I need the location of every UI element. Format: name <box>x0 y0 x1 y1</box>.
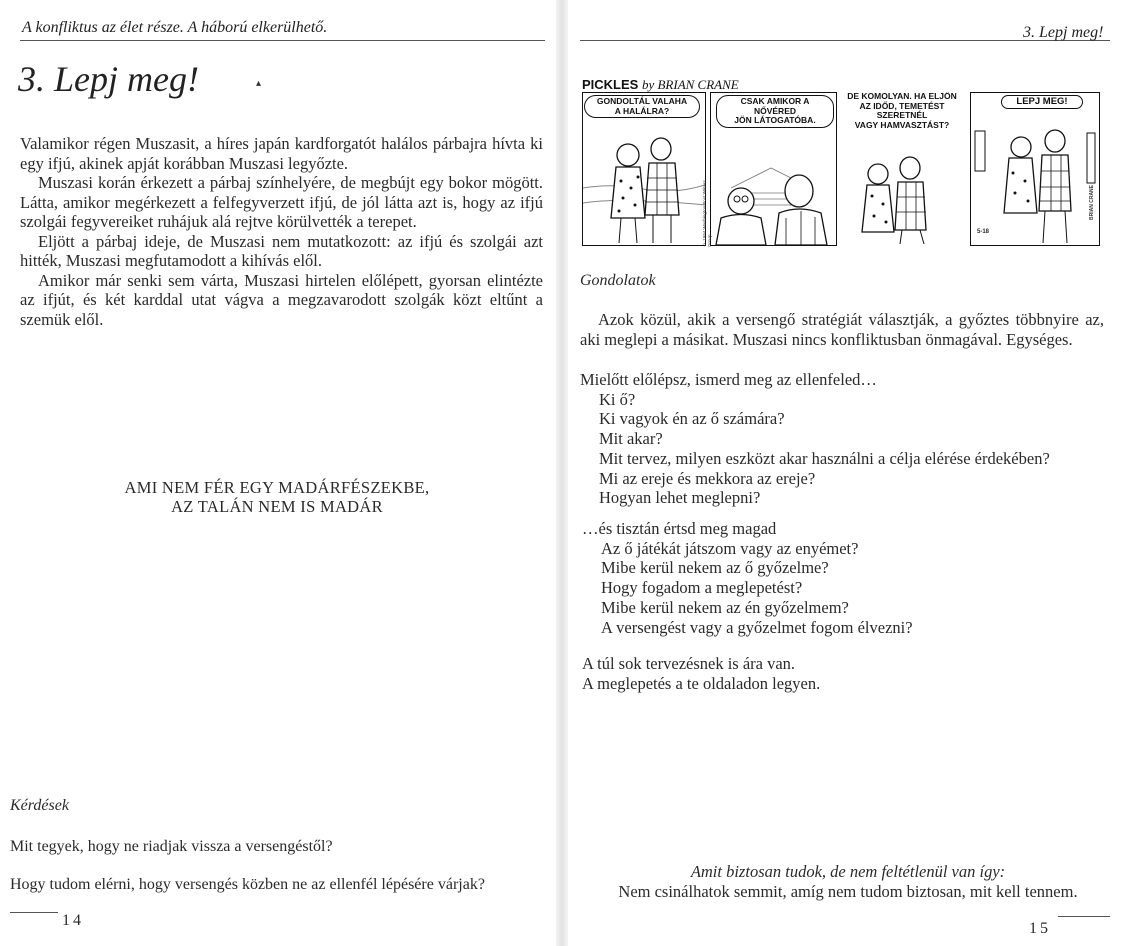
list-item: Ki vagyok én az ő számára? <box>599 409 785 429</box>
comic-byline: by BRIAN CRANE <box>641 77 739 92</box>
speech-text <box>840 92 964 130</box>
couple-illustration <box>971 93 1099 245</box>
footer-italic: Amit biztosan tudok, de nem feltétlenül van így: <box>690 862 1006 881</box>
running-head: 3. Lepj meg! <box>1023 24 1104 41</box>
list-item: Az ő játékát játszom vagy az enyémet? <box>601 538 859 558</box>
comic-title: PICKLES <box>582 77 639 92</box>
list-item: Mit akar? <box>599 429 663 449</box>
bubble-line: VAGY HAMVASZTÁST? <box>854 119 950 130</box>
list-item: Mibe kerül nekem az ő győzelme? <box>601 558 829 578</box>
story-paragraph: Eljött a párbaj ideje, de Muszasi nem mutatkozott: az ifjú és szolgái azt hitték, Muszasi megfutamodott a kihívás elől. <box>20 231 543 270</box>
list-item: Hogyan lehet meglepni? <box>599 488 761 508</box>
comic-panel-4 <box>970 92 1100 246</box>
speech-bubble <box>716 95 834 128</box>
right-page <box>568 0 1125 946</box>
book-gutter <box>556 0 568 946</box>
opponent-questions <box>580 370 1110 508</box>
proverb-line: AMI NEM FÉR EGY MADÁRFÉSZEKBE, <box>124 478 430 497</box>
thoughts-label: Gondolatok <box>580 272 656 289</box>
left-page <box>0 0 556 946</box>
speech-bubble <box>584 95 700 118</box>
story-text <box>20 134 543 329</box>
footer-text: Nem csinálhatok semmit, amíg nem tudom biztosan, mit kell tennem. <box>618 882 1078 901</box>
proverb-line: AZ TALÁN NEM IS MADÁR <box>171 497 383 516</box>
ink-mark: ▴ <box>256 78 262 89</box>
list-intro: …és tisztán értsd meg magad <box>582 519 777 538</box>
artist-signature: BRIAN CRANE <box>1089 185 1095 220</box>
header-rule <box>20 40 545 41</box>
comic-panel-1 <box>582 92 706 246</box>
list-item: Mit tervez, milyen eszközt akar használni a célja elérése érdekében? <box>599 448 1050 468</box>
comic-date: 5-18 <box>977 229 990 235</box>
running-head: A konfliktus az élet része. A háború elkerülhető. <box>22 19 328 36</box>
footer-rule <box>1058 916 1110 917</box>
list-item: Mibe kerül nekem az én győzelmem? <box>601 597 849 617</box>
comic-panel-3 <box>840 92 964 244</box>
bubble-line: JÖN LÁTOGATÓBA. <box>734 115 816 125</box>
bubble-line: A HALÁLRA? <box>614 105 670 116</box>
questions-label: Kérdések <box>10 797 69 814</box>
question-item: Mit tegyek, hogy ne riadjak vissza a versengéstől? <box>10 838 333 855</box>
comic-panel-2 <box>710 92 837 246</box>
page-title: 3. Lepj meg! <box>18 59 199 99</box>
list-item: Mi az ereje és mekkora az ereje? <box>599 468 816 488</box>
bubble-line: GONDOLTÁL VALAHA <box>596 96 688 106</box>
page-number: 14 <box>62 912 84 929</box>
proverb <box>70 478 484 516</box>
question-item: Hogy tudom elérni, hogy versengés közben ne az ellenfél lépésére várjak? <box>10 876 485 893</box>
list-intro: Mielőtt előlépsz, ismerd meg az ellenfeled… <box>580 370 877 389</box>
copyright-credit: © 1994 Washington Post Writers Group <box>702 180 712 247</box>
closing-lines <box>582 654 1112 693</box>
page-number: 15 <box>1029 920 1051 937</box>
list-item: Ki ő? <box>599 389 636 409</box>
bubble-line: CSAK AMIKOR A NŐVÉRED <box>740 96 810 116</box>
self-questions <box>582 519 1112 637</box>
bubble-line: AZ IDŐD, TEMETÉST <box>859 100 945 111</box>
story-paragraph: Muszasi korán érkezett a párbaj színhelyére, de megbújt egy bokor mögött. Látta, amikor megérkezett a felfegyverzett ifjú, de jól látta azt is, hogy az ifjú szolgái fegyvereiket ruhájuk alá rejtve körülvették a terepet. <box>20 173 543 231</box>
bubble-line: DE KOMOLYAN. HA ELJÖN <box>847 92 957 101</box>
comic-strip <box>582 77 1100 247</box>
comic-header <box>582 77 739 93</box>
bubble-line: SZERETNÉL <box>876 110 928 120</box>
list-item: Hogy fogadom a meglepetést? <box>601 578 803 598</box>
footer-rule <box>10 912 58 913</box>
story-paragraph: Amikor már senki sem várta, Muszasi hirtelen előlépett, gyorsan elintézte az ifjút, és két karddal utat vágva a megzavarodott szolgák közt eltűnt a szemük elől. <box>20 270 543 329</box>
closing-line: A meglepetés a te oldaladon legyen. <box>582 673 821 693</box>
closing-line: A túl sok tervezésnek is ára van. <box>582 654 796 673</box>
speech-bubble <box>1001 95 1083 109</box>
story-paragraph: Valamikor régen Muszasit, a híres japán kardforgatót halálos párbajra hívta ki egy ifjú, akinek apját korábban Muszasi legyőzte. <box>20 134 543 173</box>
bubble-line: LEPJ MEG! <box>1016 96 1068 107</box>
thoughts-text: Azok közül, akik a versengő stratégiát választják, a győztes többnyire az, aki meglepi a másikat. Muszasi nincs konfliktusban önmagával. Egységes. <box>580 310 1104 349</box>
list-item: A versengést vagy a győzelmet fogom élvezni? <box>601 617 913 637</box>
